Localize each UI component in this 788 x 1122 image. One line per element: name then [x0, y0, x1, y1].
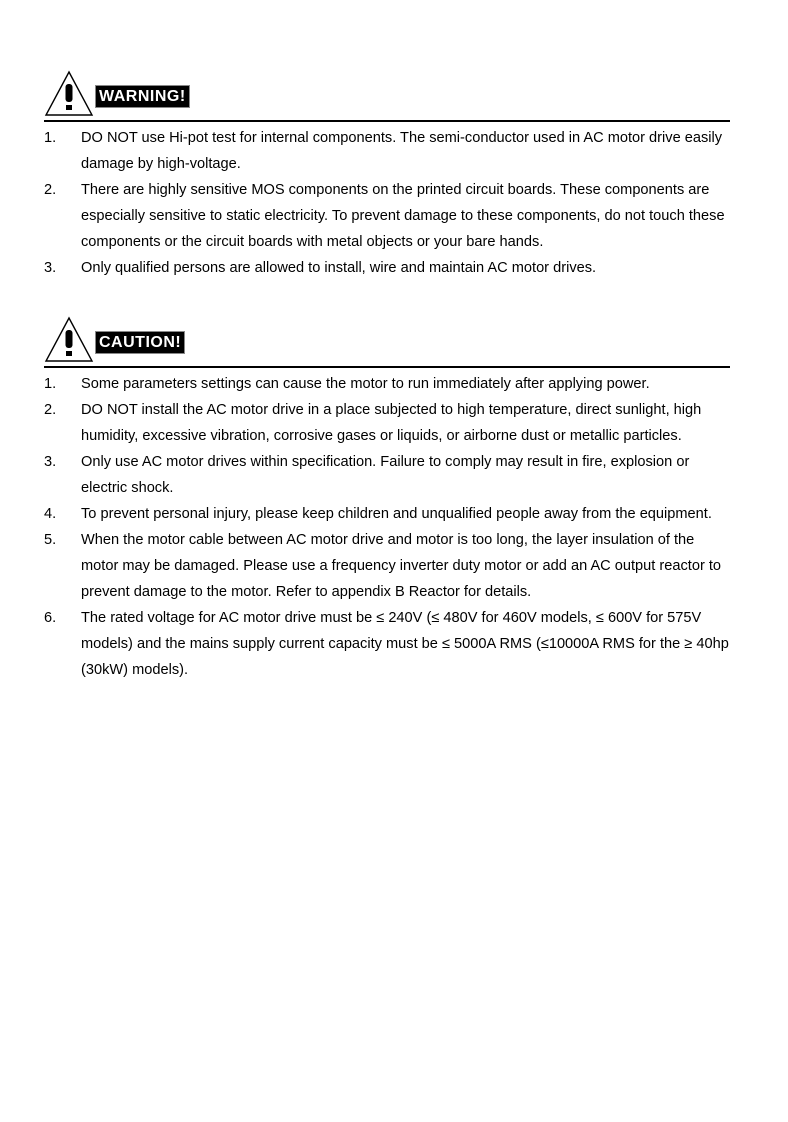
- warning-section: [44, 70, 730, 281]
- warning-header: [44, 70, 730, 122]
- item-text: There are highly sensitive MOS components on the printed circuit boards. These components are especially sensitive to static electricity. To prevent damage to these components, do not touch these components or the circuit boards with metal objects or your bare hands.: [81, 182, 725, 250]
- item-text: Some parameters settings can cause the motor to run immediately after applying power.: [81, 376, 650, 392]
- list-item: [44, 255, 730, 281]
- list-item: [44, 501, 730, 527]
- item-number: 3.: [44, 260, 57, 276]
- item-number: 5.: [44, 532, 57, 548]
- caution-label: CAUTION!: [95, 331, 185, 354]
- list-item: [44, 605, 730, 683]
- caution-list: [44, 371, 730, 683]
- warning-list: [44, 125, 730, 281]
- item-number: 4.: [44, 506, 57, 522]
- item-text: The rated voltage for AC motor drive must be ≤ 240V (≤ 480V for 460V models, ≤ 600V for 575V models) and the mains supply current capacity must be ≤ 5000A RMS (≤10000A RMS for the ≥ 40hp (30kW) models).: [81, 610, 729, 678]
- item-number: 2.: [44, 402, 57, 418]
- list-item: [44, 449, 730, 501]
- item-number: 1.: [44, 376, 57, 392]
- item-text: DO NOT install the AC motor drive in a place subjected to high temperature, direct sunlight, high humidity, excessive vibration, corrosive gases or liquids, or airborne dust or metallic particles.: [81, 402, 702, 444]
- item-number: 3.: [44, 454, 57, 470]
- item-text: To prevent personal injury, please keep children and unqualified people away from the equipment.: [81, 506, 712, 522]
- list-item: [44, 527, 730, 605]
- warning-label: WARNING!: [95, 85, 190, 108]
- list-item: [44, 397, 730, 449]
- caution-section: [44, 316, 730, 683]
- warning-triangle-icon: [44, 70, 94, 116]
- list-item: [44, 125, 730, 177]
- item-text: When the motor cable between AC motor drive and motor is too long, the layer insulation of the motor may be damaged. Please use a frequency inverter duty motor or add an AC output reactor to prevent damage to the motor. Refer to appendix B Reactor for details.: [81, 532, 722, 600]
- list-item: [44, 371, 730, 397]
- list-item: [44, 177, 730, 255]
- item-text: Only qualified persons are allowed to install, wire and maintain AC motor drives.: [81, 260, 597, 276]
- item-number: 6.: [44, 610, 57, 626]
- item-text: Only use AC motor drives within specification. Failure to comply may result in fire, explosion or electric shock.: [81, 454, 690, 496]
- item-number: 1.: [44, 130, 57, 146]
- caution-header: [44, 316, 730, 368]
- item-number: 2.: [44, 182, 57, 198]
- warning-triangle-icon: [44, 316, 94, 362]
- item-text: DO NOT use Hi-pot test for internal components. The semi-conductor used in AC motor drive easily damage by high-voltage.: [81, 130, 723, 172]
